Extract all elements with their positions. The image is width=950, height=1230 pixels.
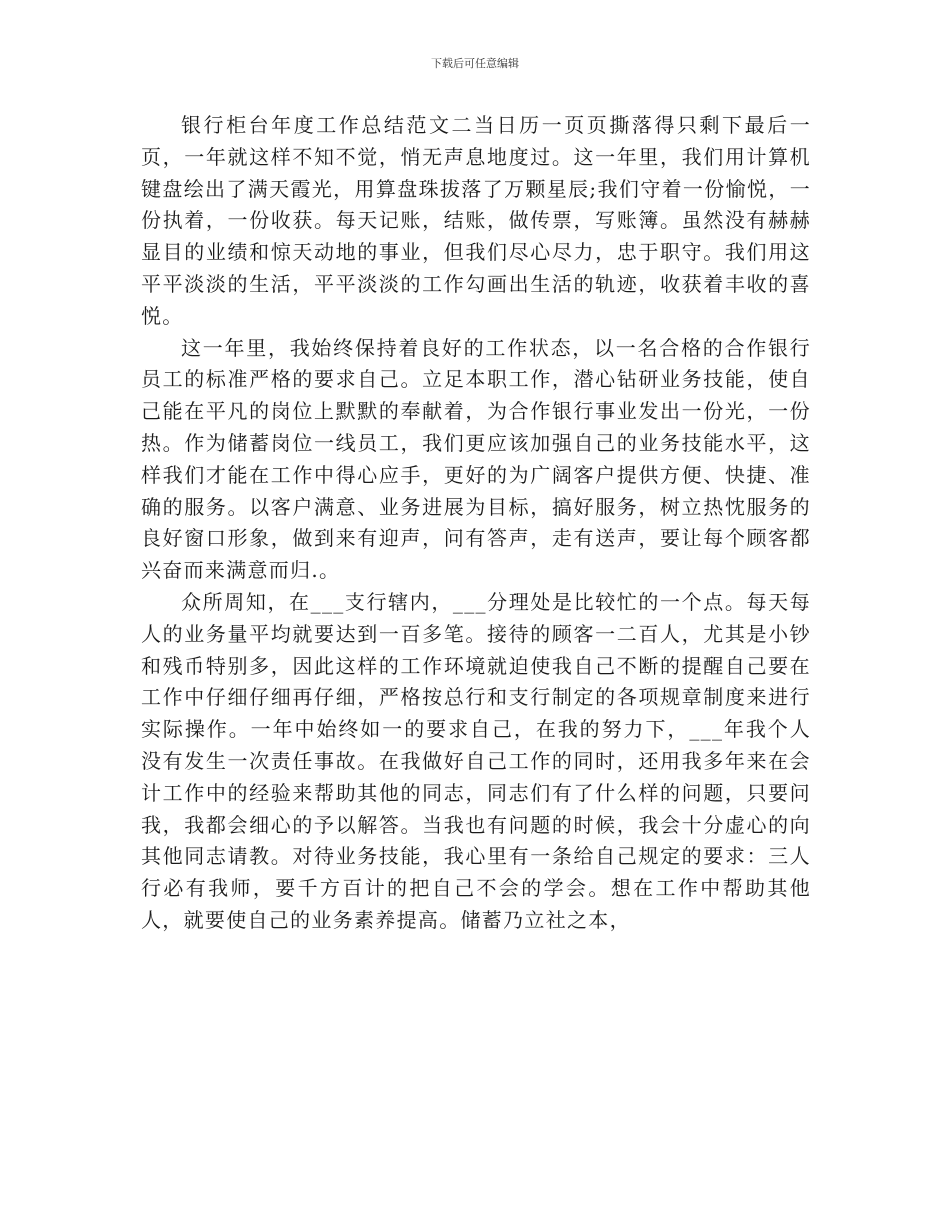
paragraph-2: 这一年里，我始终保持着良好的工作状态，以一名合格的合作银行员工的标准严格的要求自己。立足本职工作，潜心钻研业务技能，使自己能在平凡的岗位上默默的奉献着，为合作银行事业发出一份光，一份热。作为储蓄岗位一线员工，我们更应该加强自己的业务技能水平，这样我们才能在工作中得心应手，更好的为广阔客户提供方便、快捷、准确的服务。以客户满意、业务进展为目标，搞好服务，树立热忱服务的良好窗口形象，做到来有迎声，问有答声，走有送声，要让每个顾客都兴奋而来满意而归.。 — [141, 335, 811, 583]
paragraph-1: 银行柜台年度工作总结范文二当日历一页页撕落得只剩下最后一页，一年就这样不知不觉，悄无声息地度过。这一年里，我们用计算机键盘绘出了满天霞光，用算盘珠拔落了万颗星辰;我们守着一份愉悦，一份执着，一份收获。每天记账，结账，做传票，写账簿。虽然没有赫赫显目的业绩和惊天动地的事业，但我们尽心尽力，忠于职守。我们用这平平淡淡的生活，平平淡淡的工作勾画出生活的轨迹，收获着丰收的喜悦。 — [141, 113, 811, 328]
paragraph-3: 众所周知，在___支行辖内，___分理处是比较忙的一个点。每天每人的业务量平均就要达到一百多笔。接待的顾客一二百人，尤其是小钞和残币特别多，因此这样的工作环境就迫使我自己不断的提醒自己要在工作中仔细仔细再仔细，严格按总行和支行制定的各项规章制度来进行实际操作。一年中始终如一的要求自己，在我的努力下，___年我个人没有发生一次责任事故。在我做好自己工作的同时，还用我多年来在会计工作中的经验来帮助其他的同志，同志们有了什么样的问题，只要问我，我都会细心的予以解答。当我也有问题的时候，我会十分虚心的向其他同志请教。对待业务技能，我心里有一条给自己规定的要求：三人行必有我师，要千方百计的把自己不会的学会。想在工作中帮助其他人，就要使自己的业务素养提高。储蓄乃立社之本， — [141, 589, 811, 932]
page-header: 下载后可任意编辑 — [431, 57, 519, 70]
document-body — [141, 110, 811, 937]
